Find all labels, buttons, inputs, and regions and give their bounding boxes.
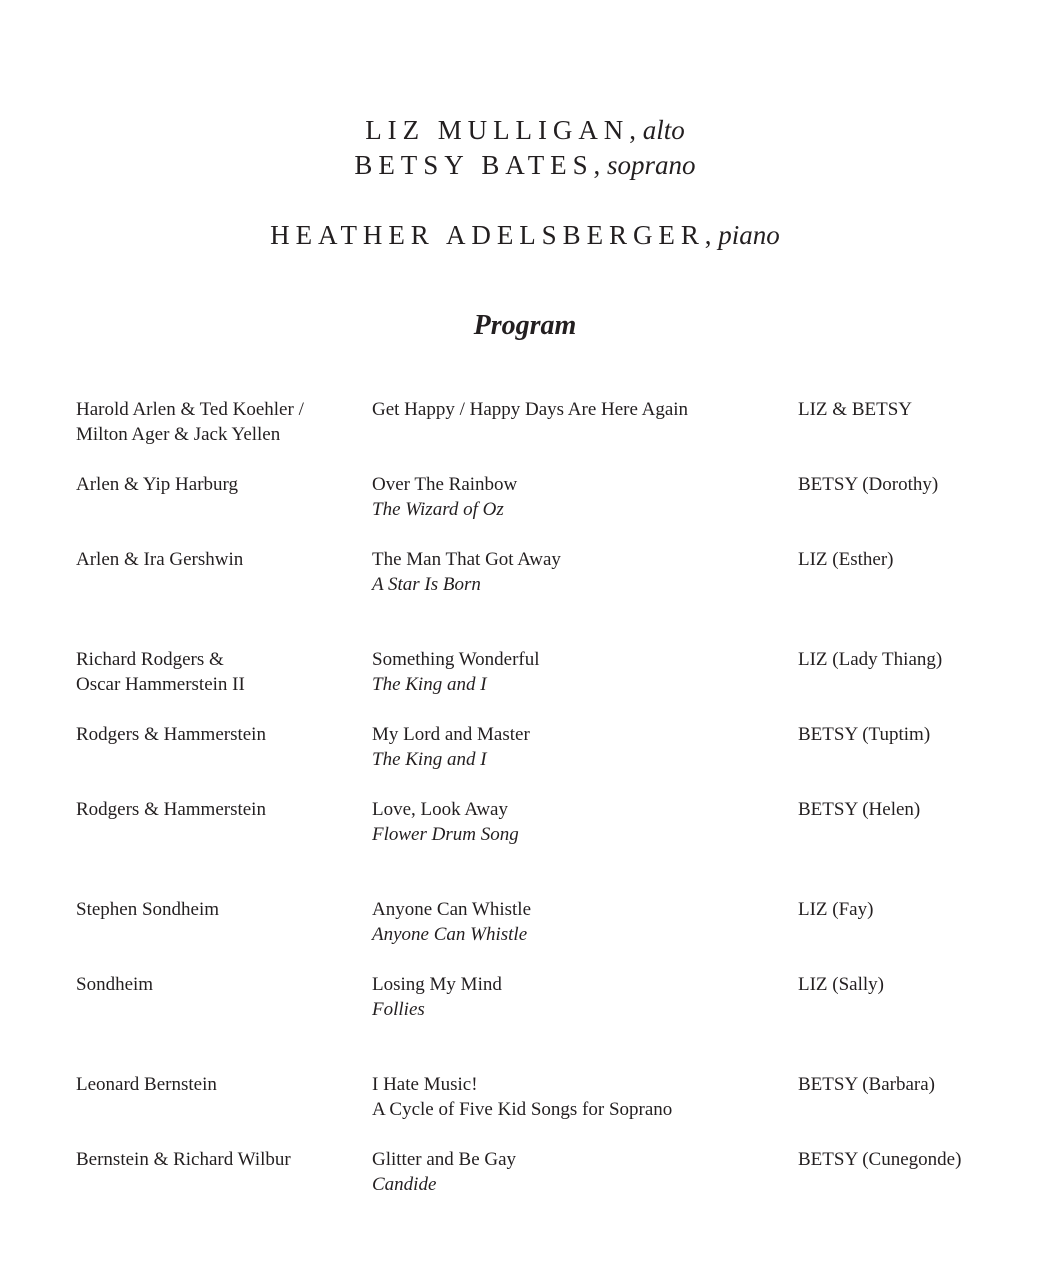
entry-composer [76, 1147, 356, 1172]
entry-singer: LIZ (Sally) [798, 974, 885, 995]
performer-name: BETSY BATES [354, 150, 594, 180]
program-heading: Program [473, 310, 577, 341]
entry-composer [76, 647, 356, 697]
performer-role: soprano [607, 150, 696, 180]
song-title: Love, Look Away [372, 799, 508, 820]
entry-song [372, 397, 782, 422]
performer-name: HEATHER ADELSBERGER [270, 220, 705, 250]
song-title: The Man That Got Away [372, 549, 561, 570]
song-source: The King and I [372, 749, 487, 770]
composer-line: Milton Ager & Jack Yellen [76, 424, 281, 445]
composer-line: Stephen Sondheim [76, 899, 220, 920]
entry-song [372, 472, 782, 522]
performer-name: LIZ MULLIGAN [365, 115, 630, 145]
entry-song [372, 972, 782, 1022]
entry-singer: LIZ (Esther) [798, 549, 894, 570]
song-source: Anyone Can Whistle [372, 924, 528, 945]
performer-heather-adelsberger [0, 218, 1050, 252]
entry-composer [76, 897, 356, 922]
entry-singer: LIZ (Fay) [798, 899, 874, 920]
song-title: Get Happy / Happy Days Are Here Again [372, 399, 689, 420]
performer-role: alto [642, 115, 685, 145]
song-source: Flower Drum Song [372, 824, 519, 845]
performer-comma: , [704, 220, 719, 250]
composer-line: Harold Arlen & Ted Koehler / [76, 399, 304, 420]
entry-singer: BETSY (Barbara) [798, 1074, 935, 1095]
composer-line: Rodgers & Hammerstein [76, 799, 266, 820]
entry-song [372, 1072, 782, 1122]
entry-composer [76, 797, 356, 822]
song-title: Glitter and Be Gay [372, 1149, 517, 1170]
composer-line: Sondheim [76, 974, 154, 995]
entry-song [372, 797, 782, 847]
song-source: Follies [372, 999, 425, 1020]
entry-singer: LIZ & BETSY [798, 399, 912, 420]
performer-comma: , [593, 150, 608, 180]
song-title: Over The Rainbow [372, 474, 518, 495]
performer-role: piano [718, 220, 780, 250]
entry-composer [76, 472, 356, 497]
song-source: A Cycle of Five Kid Songs for Soprano [372, 1099, 673, 1120]
entry-song [372, 1147, 782, 1197]
song-title: I Hate Music! [372, 1074, 478, 1095]
entry-song [372, 722, 782, 772]
composer-line: Bernstein & Richard Wilbur [76, 1149, 291, 1170]
song-source: A Star Is Born [372, 574, 481, 595]
entry-composer [76, 972, 356, 997]
performer-liz-mulligan [0, 113, 1050, 147]
song-title: Losing My Mind [372, 974, 502, 995]
entry-composer [76, 547, 356, 572]
song-source: The Wizard of Oz [372, 499, 504, 520]
performer-betsy-bates [0, 148, 1050, 182]
entry-singer: BETSY (Helen) [798, 799, 921, 820]
entry-composer [76, 722, 356, 747]
entry-composer [76, 397, 356, 447]
entry-singer: LIZ (Lady Thiang) [798, 649, 943, 670]
performer-comma: , [629, 115, 643, 145]
composer-line: Rodgers & Hammerstein [76, 724, 266, 745]
composer-line: Arlen & Ira Gershwin [76, 549, 244, 570]
composer-line: Oscar Hammerstein II [76, 674, 245, 695]
song-title: My Lord and Master [372, 724, 530, 745]
song-source: The King and I [372, 674, 487, 695]
song-title: Anyone Can Whistle [372, 899, 532, 920]
entry-song [372, 547, 782, 597]
composer-line: Richard Rodgers & [76, 649, 224, 670]
entry-singer: BETSY (Dorothy) [798, 474, 939, 495]
entry-song [372, 647, 782, 697]
entry-song [372, 897, 782, 947]
song-source: Candide [372, 1174, 437, 1195]
entry-singer: BETSY (Cunegonde) [798, 1149, 962, 1170]
song-title: Something Wonderful [372, 649, 540, 670]
composer-line: Leonard Bernstein [76, 1074, 217, 1095]
composer-line: Arlen & Yip Harburg [76, 474, 239, 495]
entry-composer [76, 1072, 356, 1097]
entry-singer: BETSY (Tuptim) [798, 724, 931, 745]
